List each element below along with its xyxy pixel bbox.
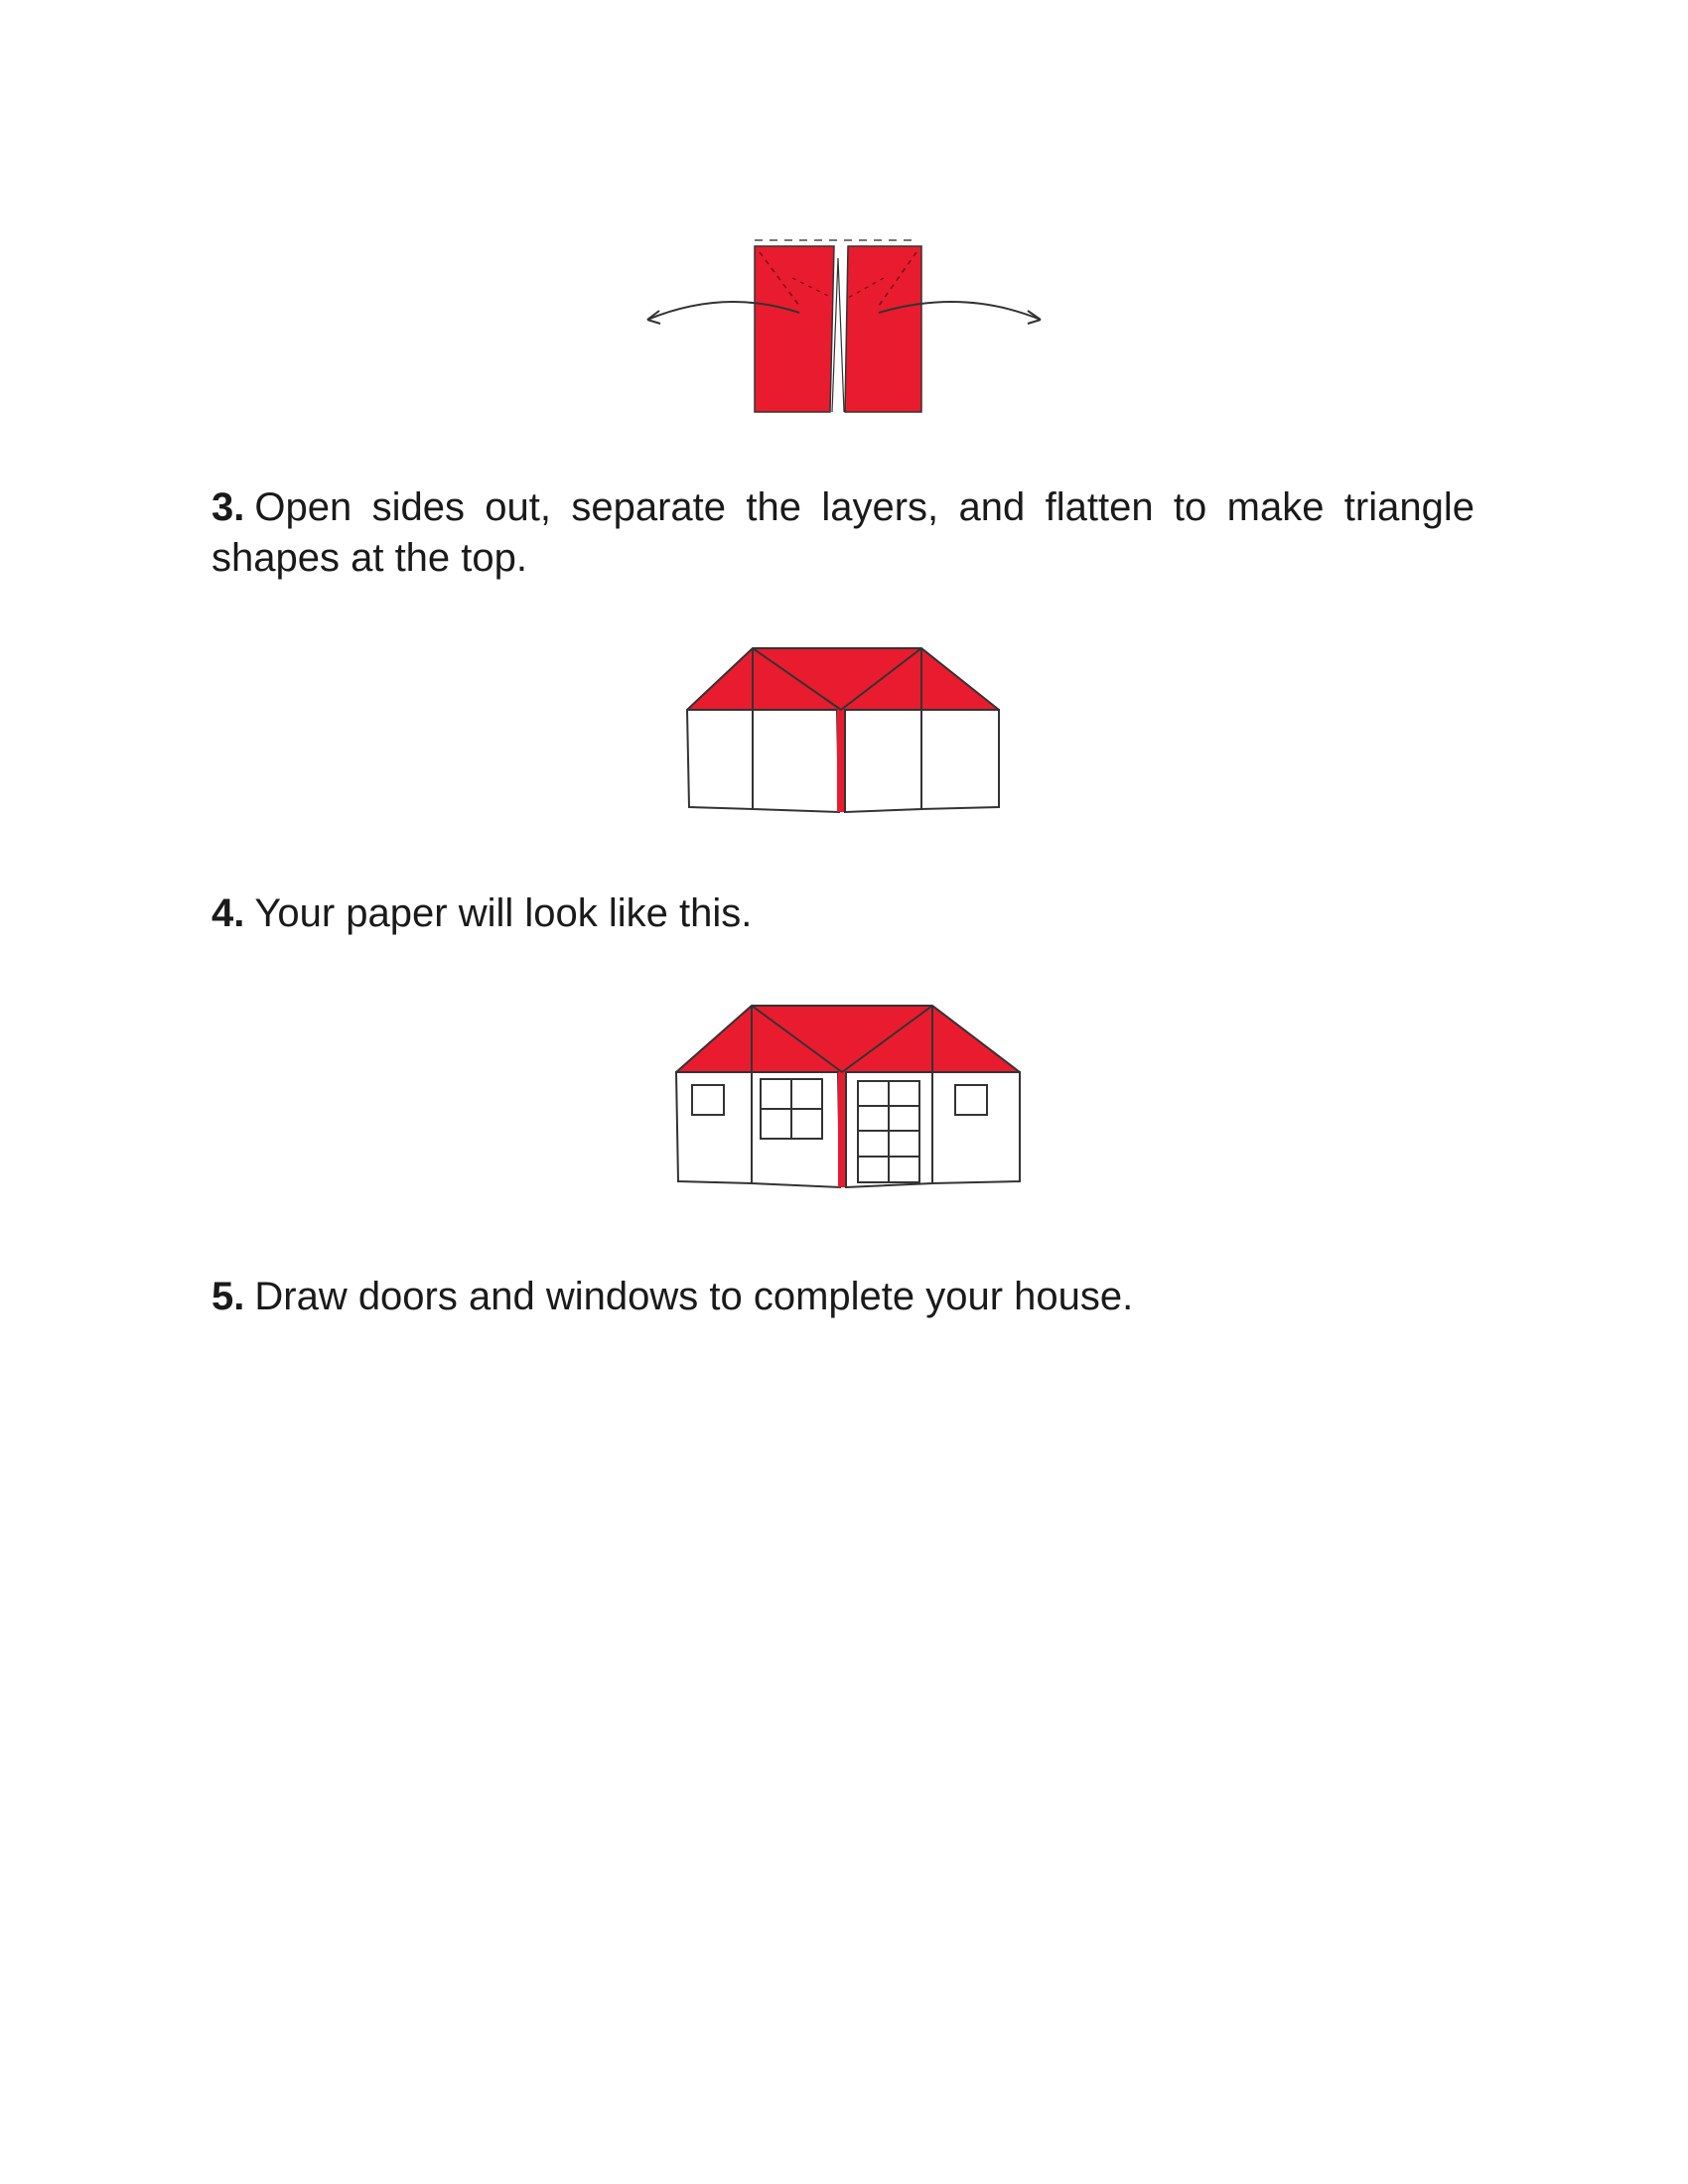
step-5-instruction: [211, 1272, 1475, 1322]
step-5-finished-house: [670, 998, 1028, 1196]
step-number: 4.: [211, 891, 245, 935]
step-4-instruction: [211, 888, 1475, 939]
step-3-fold-diagram: [635, 228, 1053, 417]
step-text: Open sides out, separate the layers, and flatten to make triangle shapes at the top.: [211, 485, 1475, 580]
step-4-house-shape: [680, 640, 1008, 819]
step-number: 3.: [211, 485, 245, 529]
step-number: 5.: [211, 1275, 245, 1318]
step-text: Draw doors and windows to complete your house.: [254, 1275, 1134, 1318]
step-3-instruction: [211, 482, 1475, 584]
step-text: Your paper will look like this.: [254, 891, 753, 935]
